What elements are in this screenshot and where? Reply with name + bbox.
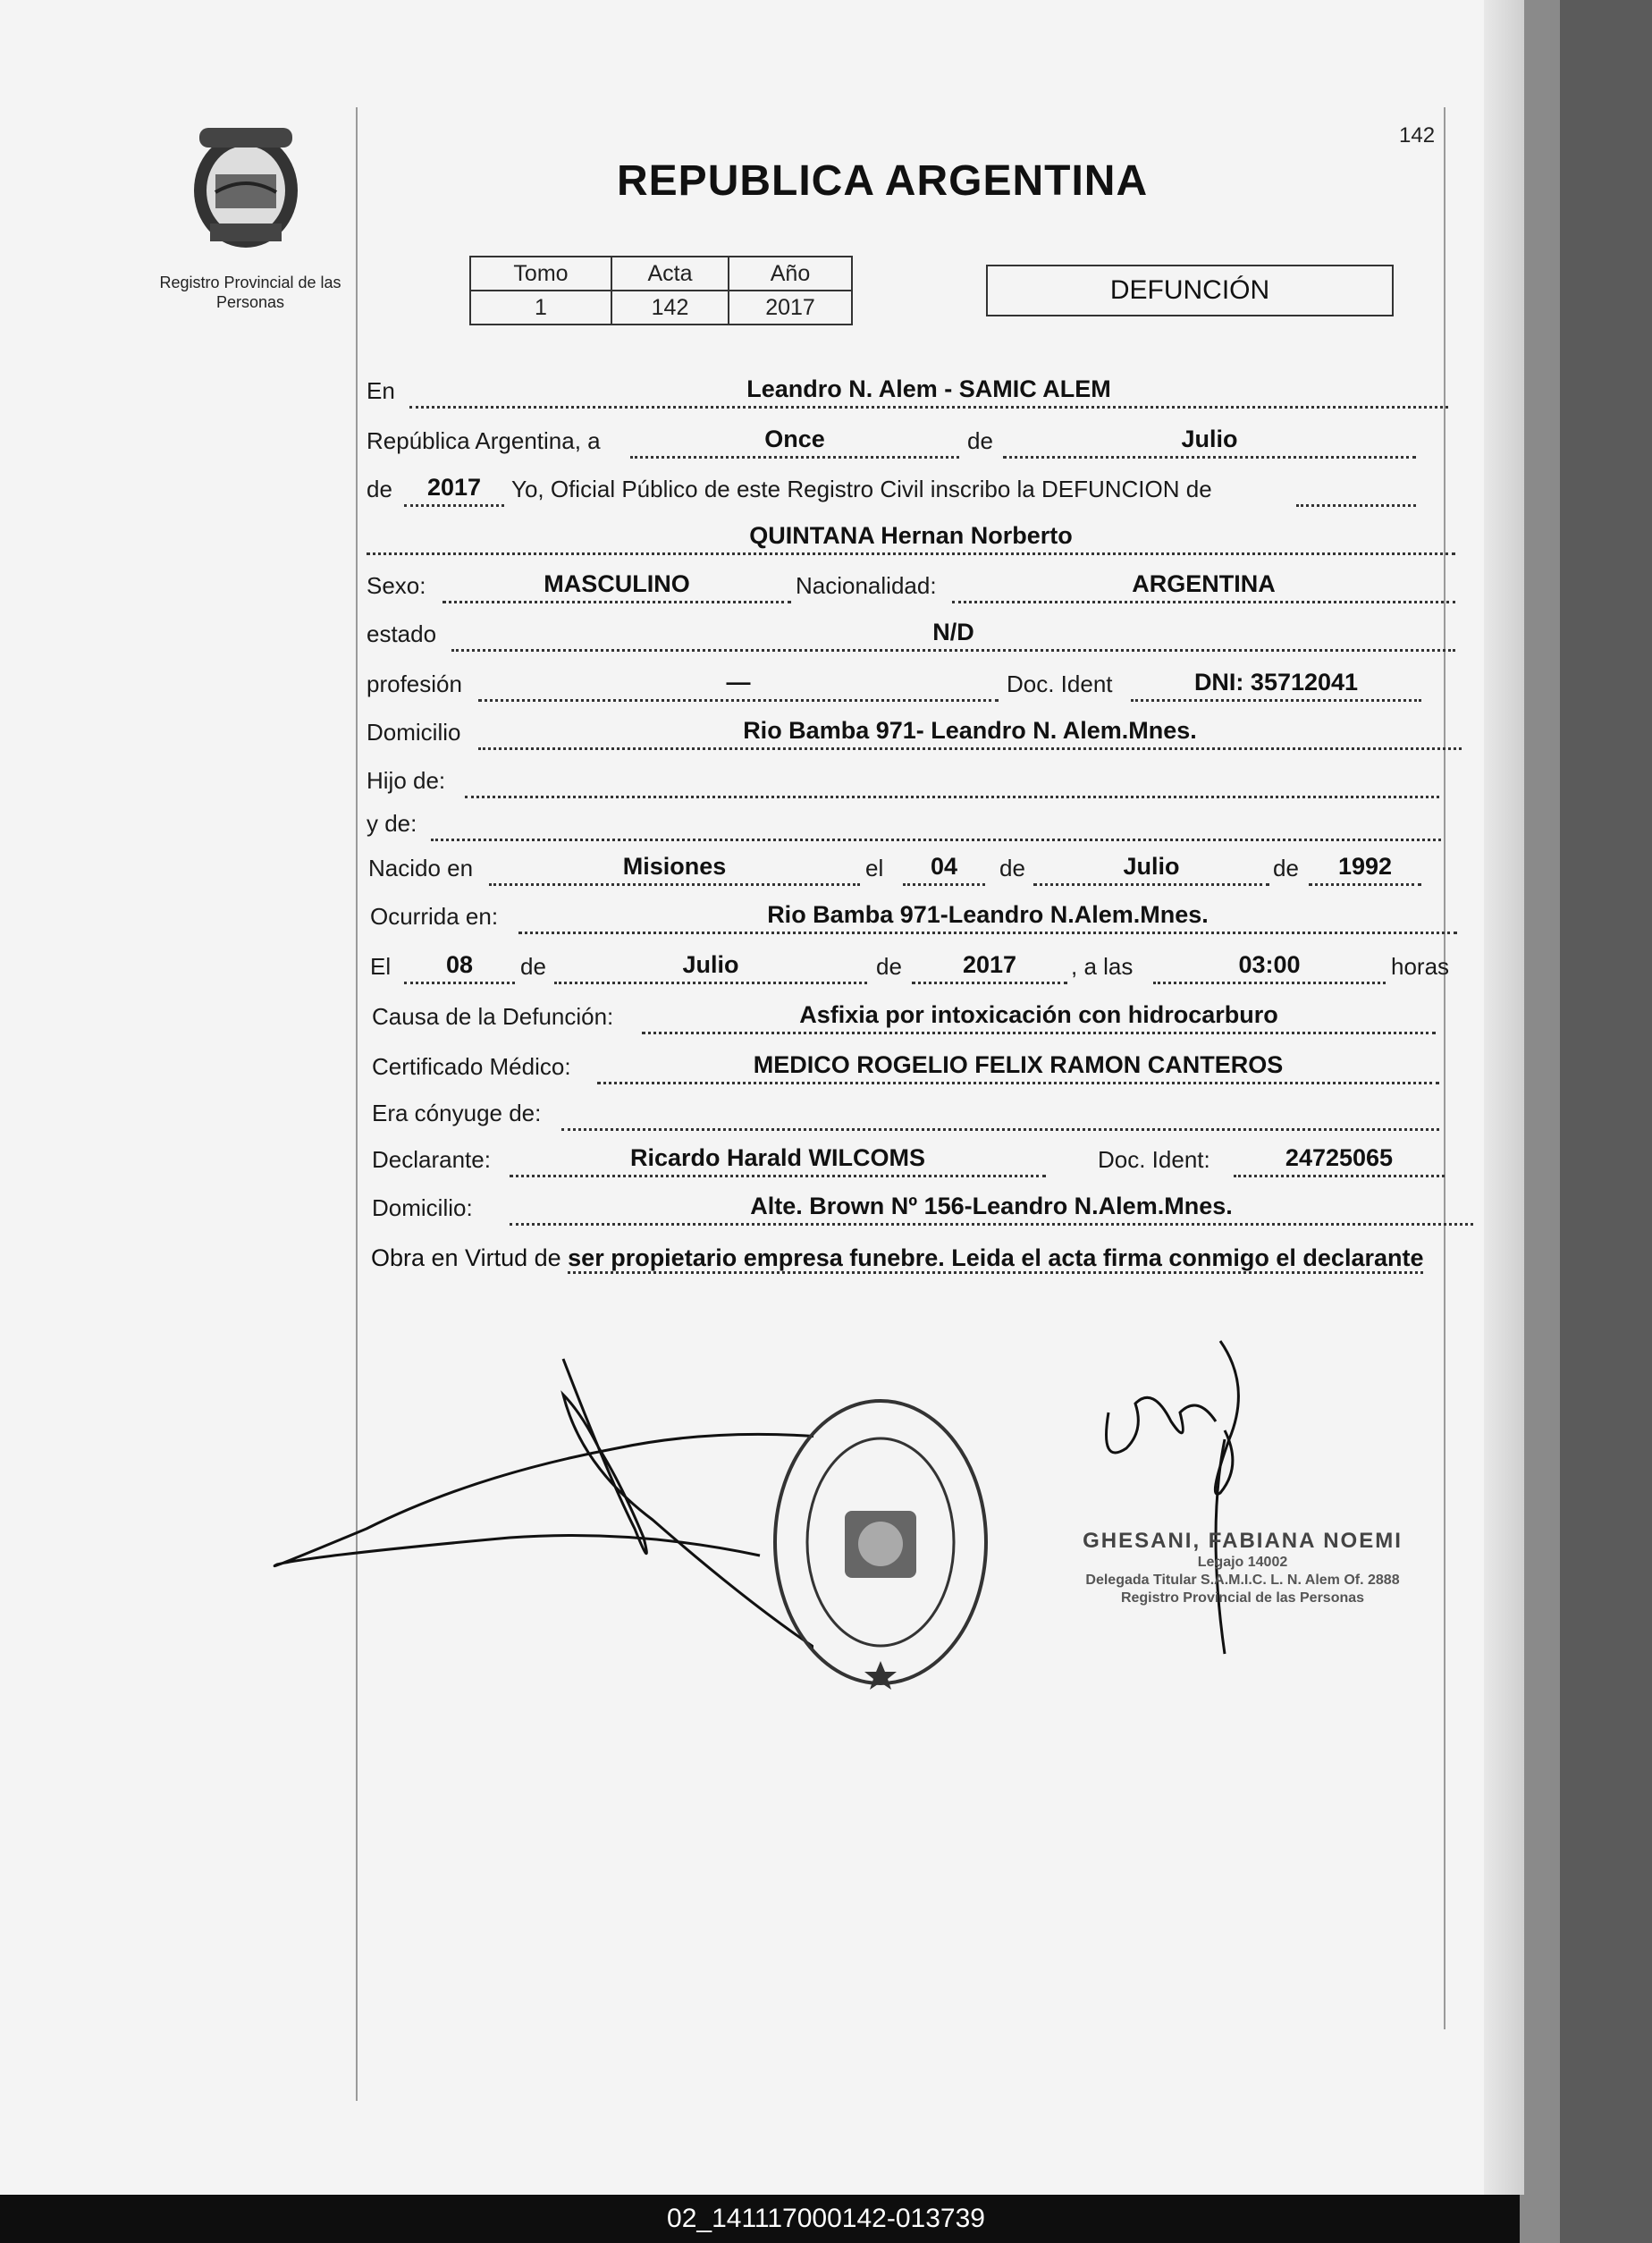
label-yo: Yo, Oficial Público de este Registro Civil inscribo la DEFUNCION de bbox=[511, 476, 1212, 502]
left-margin-line bbox=[356, 107, 358, 2101]
label-hijo-de: Hijo de: bbox=[367, 767, 446, 794]
field-causa: Asfixia por intoxicación con hidrocarburo bbox=[642, 1001, 1436, 1034]
label-de-4: de bbox=[1273, 855, 1299, 881]
field-def-anio: 2017 bbox=[912, 951, 1067, 984]
field-def-mes: Julio bbox=[554, 951, 867, 984]
declarante-signature bbox=[259, 1341, 813, 1716]
misiones-coat-of-arms-logo bbox=[183, 121, 308, 255]
field-estado: N/D bbox=[451, 619, 1455, 652]
field-hijo-de bbox=[465, 765, 1439, 798]
label-horas: horas bbox=[1391, 953, 1450, 980]
label-republica: República Argentina, a bbox=[367, 427, 601, 454]
field-obra: ser propietario empresa funebre. Leida el acta firma conmigo el declarante bbox=[568, 1244, 1423, 1274]
obra-paragraph bbox=[371, 1241, 1473, 1275]
logo-caption: Registro Provincial de las Personas bbox=[159, 274, 341, 311]
label-en: En bbox=[367, 377, 395, 404]
act-type-box: DEFUNCIÓN bbox=[986, 265, 1394, 316]
field-mes: Julio bbox=[1003, 426, 1416, 459]
label-de-2: de bbox=[367, 476, 392, 502]
field-declarante: Ricardo Harald WILCOMS bbox=[510, 1144, 1046, 1177]
register-value-row bbox=[470, 291, 852, 325]
label-nacido-en: Nacido en bbox=[368, 855, 474, 881]
field-nacido-en: Misiones bbox=[489, 853, 860, 886]
field-nac-mes: Julio bbox=[1033, 853, 1269, 886]
field-nombre: QUINTANA Hernan Norberto bbox=[367, 522, 1455, 555]
field-anio: 2017 bbox=[404, 474, 504, 507]
background-desk bbox=[1560, 0, 1652, 2243]
label-sexo: Sexo: bbox=[367, 572, 426, 599]
label-obra: Obra en Virtud de bbox=[371, 1244, 561, 1271]
field-declarante-doc: 24725065 bbox=[1234, 1144, 1445, 1177]
clerk-name: GHESANI, FABIANA NOEMI bbox=[1083, 1529, 1403, 1553]
field-domicilio: Rio Bamba 971- Leandro N. Alem.Mnes. bbox=[478, 717, 1462, 750]
field-conyuge bbox=[561, 1098, 1439, 1131]
registry-stamp bbox=[769, 1395, 992, 1690]
field-yo-blank bbox=[1296, 474, 1416, 507]
field-y-de bbox=[431, 808, 1441, 841]
label-el: el bbox=[865, 855, 884, 881]
field-lugar: Leandro N. Alem - SAMIC ALEM bbox=[409, 375, 1448, 409]
clerk-legajo: Legajo 14002 bbox=[1197, 1555, 1288, 1570]
label-estado: estado bbox=[367, 620, 437, 647]
register-header-row bbox=[470, 257, 852, 291]
page-edge-shadow bbox=[1484, 0, 1524, 2195]
field-nac-anio: 1992 bbox=[1309, 853, 1421, 886]
label-certificado: Certificado Médico: bbox=[372, 1053, 571, 1080]
label-doc-ident-2: Doc. Ident: bbox=[1098, 1146, 1210, 1173]
label-domicilio-2: Domicilio: bbox=[372, 1194, 473, 1221]
field-def-dia: 08 bbox=[404, 951, 515, 984]
document-title: REPUBLICA ARGENTINA bbox=[617, 157, 1149, 205]
register-header-tomo: Tomo bbox=[470, 257, 611, 291]
label-declarante: Declarante: bbox=[372, 1146, 491, 1173]
field-def-hora: 03:00 bbox=[1153, 951, 1386, 984]
field-dia: Once bbox=[630, 426, 959, 459]
clerk-cargo: Delegada Titular S.A.M.I.C. L. N. Alem Of. 2888 bbox=[1085, 1573, 1400, 1588]
register-value-tomo: 1 bbox=[470, 291, 611, 325]
label-causa: Causa de la Defunción: bbox=[372, 1003, 614, 1030]
register-table bbox=[469, 256, 853, 325]
page-number: 142 bbox=[1399, 123, 1436, 148]
field-doc: DNI: 35712041 bbox=[1131, 669, 1421, 702]
field-profesion: — bbox=[478, 669, 999, 702]
official-signature bbox=[1037, 1332, 1412, 1672]
scan-file-id: 02_141117000142-013739 bbox=[667, 2204, 985, 2233]
label-y-de: y de: bbox=[367, 810, 417, 837]
register-header-acta: Acta bbox=[611, 257, 729, 291]
field-sexo: MASCULINO bbox=[442, 570, 791, 603]
label-el-cap: El bbox=[370, 953, 392, 980]
label-domicilio: Domicilio bbox=[367, 719, 461, 746]
label-nacionalidad: Nacionalidad: bbox=[796, 572, 937, 599]
label-conyuge: Era cónyuge de: bbox=[372, 1100, 542, 1126]
field-ocurrida-en: Rio Bamba 971-Leandro N.Alem.Mnes. bbox=[518, 901, 1457, 934]
label-ocurrida-en: Ocurrida en: bbox=[370, 903, 499, 930]
field-nacionalidad: ARGENTINA bbox=[952, 570, 1455, 603]
field-certificado: MEDICO ROGELIO FELIX RAMON CANTEROS bbox=[597, 1051, 1439, 1084]
clerk-registro: Registro Provincial de las Personas bbox=[1120, 1590, 1365, 1606]
label-de-5: de bbox=[520, 953, 546, 980]
register-value-acta: 142 bbox=[611, 291, 729, 325]
register-value-anio: 2017 bbox=[729, 291, 852, 325]
label-profesion: profesión bbox=[367, 670, 462, 697]
field-declarante-domicilio: Alte. Brown Nº 156-Leandro N.Alem.Mnes. bbox=[510, 1193, 1473, 1226]
label-a-las: , a las bbox=[1071, 953, 1134, 980]
label-de-6: de bbox=[876, 953, 902, 980]
register-header-anio: Año bbox=[729, 257, 852, 291]
official-clerk-stamp bbox=[1046, 1529, 1439, 1607]
label-de-1: de bbox=[967, 427, 993, 454]
field-nac-dia: 04 bbox=[903, 853, 985, 886]
label-de-3: de bbox=[999, 855, 1025, 881]
label-doc-ident: Doc. Ident bbox=[1007, 670, 1113, 697]
